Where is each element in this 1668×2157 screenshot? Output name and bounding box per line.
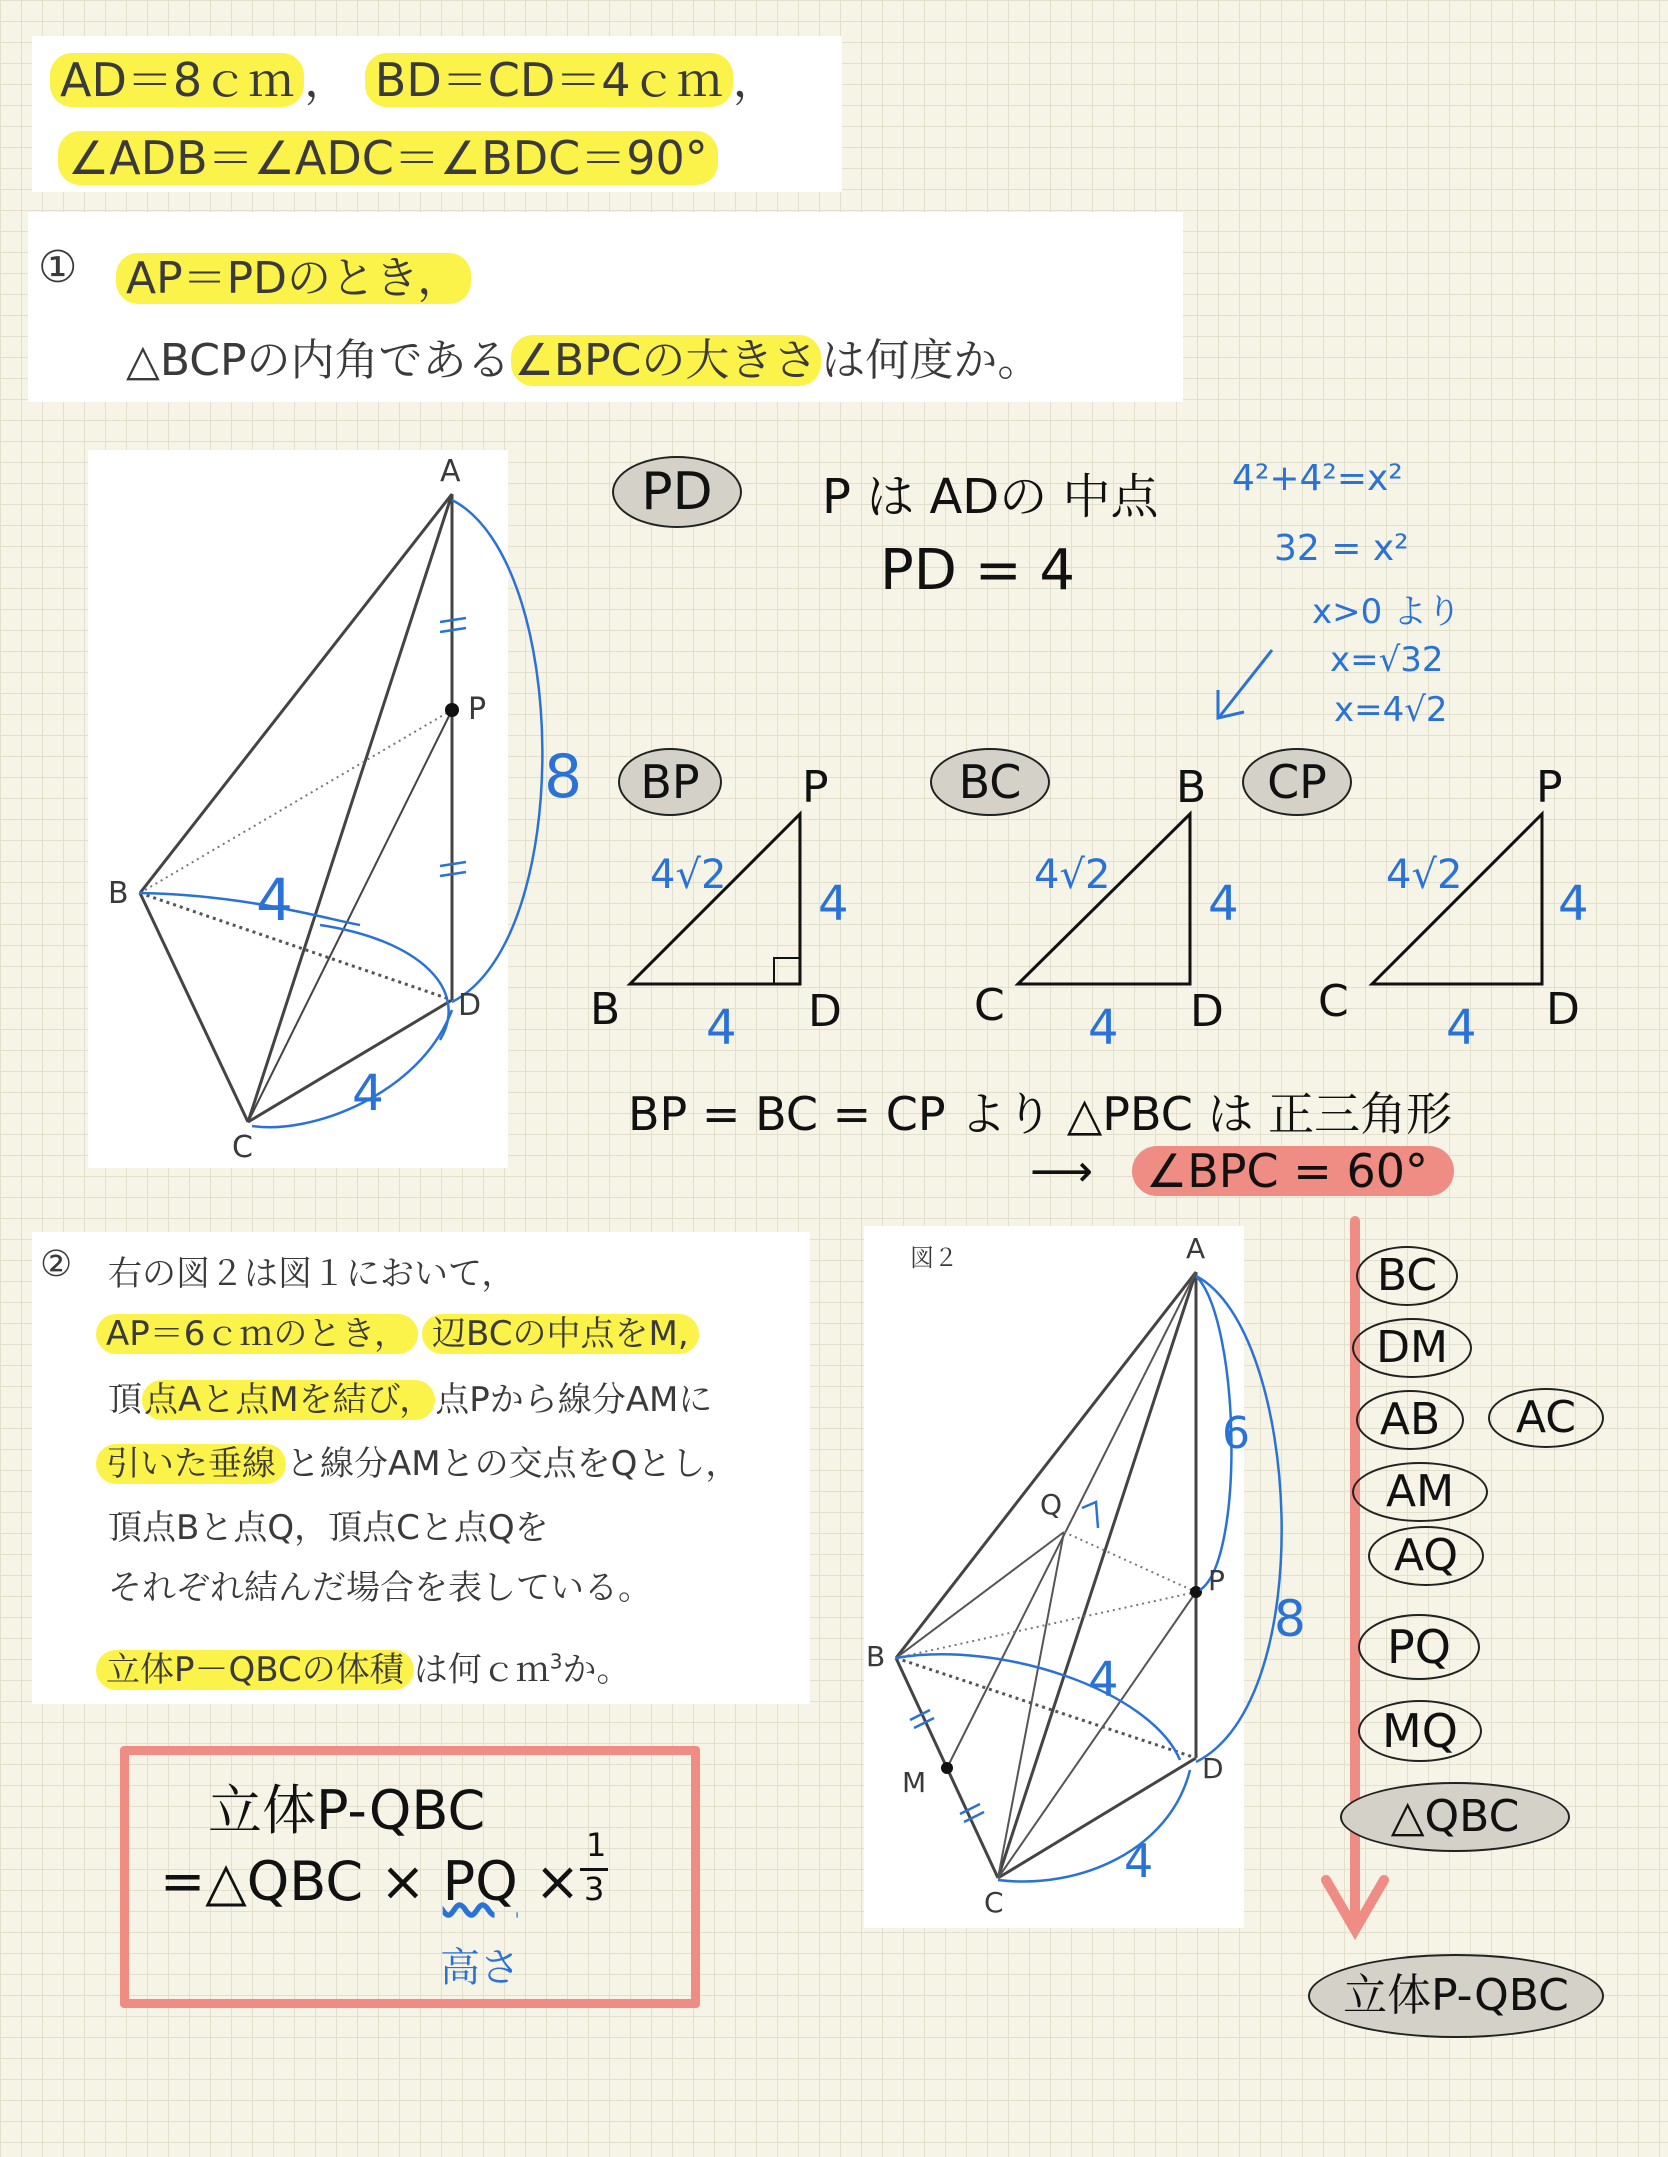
flow-mq: MQ	[1358, 1700, 1482, 1762]
formula-frac-den: 3	[584, 1870, 605, 1908]
q1-condition: AP＝PDのとき，	[116, 242, 471, 306]
tri1-bl: B	[590, 984, 621, 1035]
tri1-base: 4	[706, 1000, 737, 1056]
flow-bc: BC	[1356, 1246, 1458, 1306]
fig1-len-cd: 4	[352, 1064, 384, 1122]
calc-5: x=4√2	[1334, 690, 1448, 730]
flow-ac: AC	[1488, 1388, 1604, 1448]
fig2-label-m: M	[902, 1766, 927, 1799]
tri2-hyp: 4√2	[1034, 852, 1111, 898]
tri3-hyp: 4√2	[1386, 852, 1463, 898]
fig1-label-b: B	[108, 876, 129, 911]
fig1-len-ad: 8	[544, 742, 583, 812]
answer-1: ∠BPC = 60°	[1132, 1146, 1454, 1196]
q2-line-7: 立体P－QBCの体積 は何ｃｍ$^3$か。	[96, 1642, 630, 1691]
conclusion-arrow: ⟶	[1030, 1146, 1094, 1197]
q1-question: △BCPの内角である∠BPCの大きさは何度か。	[126, 335, 1042, 386]
fig2-label-b: B	[866, 1640, 886, 1673]
pill-bp: BP	[618, 748, 722, 816]
fig1-label-d: D	[458, 988, 482, 1023]
fig2-label-a: A	[1186, 1232, 1206, 1265]
fig2-len-ap: 6	[1222, 1408, 1250, 1459]
tri1-hyp: 4√2	[650, 852, 727, 898]
pill-pd: PD	[612, 456, 742, 528]
given-ad: AD＝8ｃｍ	[50, 53, 304, 107]
tri2-side: 4	[1208, 876, 1239, 932]
formula-line-1: 立体P-QBC	[208, 1779, 486, 1842]
fig2-len-ad: 8	[1274, 1590, 1306, 1648]
q2-line-6: それぞれ結んだ場合を表している。	[108, 1568, 652, 1608]
q1-number: ①	[38, 242, 78, 293]
tri3-side: 4	[1558, 876, 1589, 932]
q2-number: ②	[40, 1244, 73, 1285]
flow-final: 立体P-QBC	[1308, 1954, 1604, 2038]
tri2-br: D	[1190, 986, 1224, 1037]
tri1-top: P	[802, 762, 829, 813]
flow-qbc: △QBC	[1340, 1782, 1570, 1852]
fig2-label-q: Q	[1040, 1488, 1063, 1521]
q2-line-2: AP＝6ｃｍのとき， 辺BCの中点をM,	[96, 1306, 699, 1355]
q2-line-1: 右の図２は図１において，	[108, 1254, 516, 1294]
given-line-1: AD＝8ｃｍ ， BD＝CD＝4ｃｍ ，	[50, 44, 779, 110]
fig2-len-cd: 4	[1124, 1834, 1154, 1888]
tri1-br: D	[808, 986, 842, 1037]
formula-line-2: =△QBC × PQ ×	[160, 1850, 581, 1913]
fig1-label-a: A	[440, 454, 461, 489]
note-pd-eq: PD = 4	[880, 538, 1076, 603]
note-p-midpoint: P は ADの 中点	[822, 469, 1159, 525]
q2-line-4: 引いた垂線 と線分AMとの交点をQとし，	[96, 1436, 739, 1485]
q2-line-3: 頂点Aと点Mを結び，点Pから線分AMに	[108, 1380, 713, 1420]
flow-am: AM	[1352, 1462, 1488, 1522]
q2-line-5: 頂点Bと点Q，頂点Cと点Qを	[108, 1508, 549, 1548]
tri2-top: B	[1176, 762, 1207, 813]
calc-2: 32 = x²	[1274, 528, 1409, 569]
flow-pq: PQ	[1358, 1614, 1480, 1680]
fig1-label-p: P	[468, 692, 487, 727]
fig2-caption: 図２	[910, 1244, 958, 1272]
formula-height: 高さ	[440, 1945, 520, 1991]
tri2-bl: C	[974, 980, 1005, 1031]
fig2-label-p: P	[1208, 1564, 1225, 1597]
calc-4: x=√32	[1330, 640, 1444, 680]
flow-dm: DM	[1352, 1318, 1472, 1378]
tri1-side: 4	[818, 876, 849, 932]
pill-cp: CP	[1242, 748, 1352, 816]
tri3-top: P	[1536, 762, 1563, 813]
tri3-bl: C	[1318, 976, 1349, 1027]
fig2-len-bd: 4	[1088, 1652, 1119, 1708]
formula-pq: PQ	[442, 1850, 518, 1913]
tri3-br: D	[1546, 984, 1580, 1035]
fig1-label-c: C	[232, 1130, 253, 1165]
given-bd-cd: BD＝CD＝4ｃｍ	[365, 53, 733, 107]
tri3-base: 4	[1446, 1000, 1477, 1056]
fig1-len-bd: 4	[256, 866, 293, 934]
fig2-label-d: D	[1202, 1752, 1224, 1785]
flow-aq: AQ	[1368, 1526, 1484, 1586]
tri2-base: 4	[1088, 1000, 1119, 1056]
formula-frac-num: 1	[586, 1826, 607, 1864]
fig2-label-c: C	[984, 1886, 1004, 1919]
calc-3: x>0 より	[1312, 592, 1462, 632]
given-angles: ∠ADB＝∠ADC＝∠BDC＝90°	[58, 131, 718, 185]
pill-bc: BC	[930, 748, 1050, 816]
calc-1: 4²+4²=x²	[1232, 458, 1403, 499]
conclusion-line: BP = BC = CP より △PBC は 正三角形	[628, 1087, 1453, 1141]
flow-ab: AB	[1356, 1390, 1464, 1450]
